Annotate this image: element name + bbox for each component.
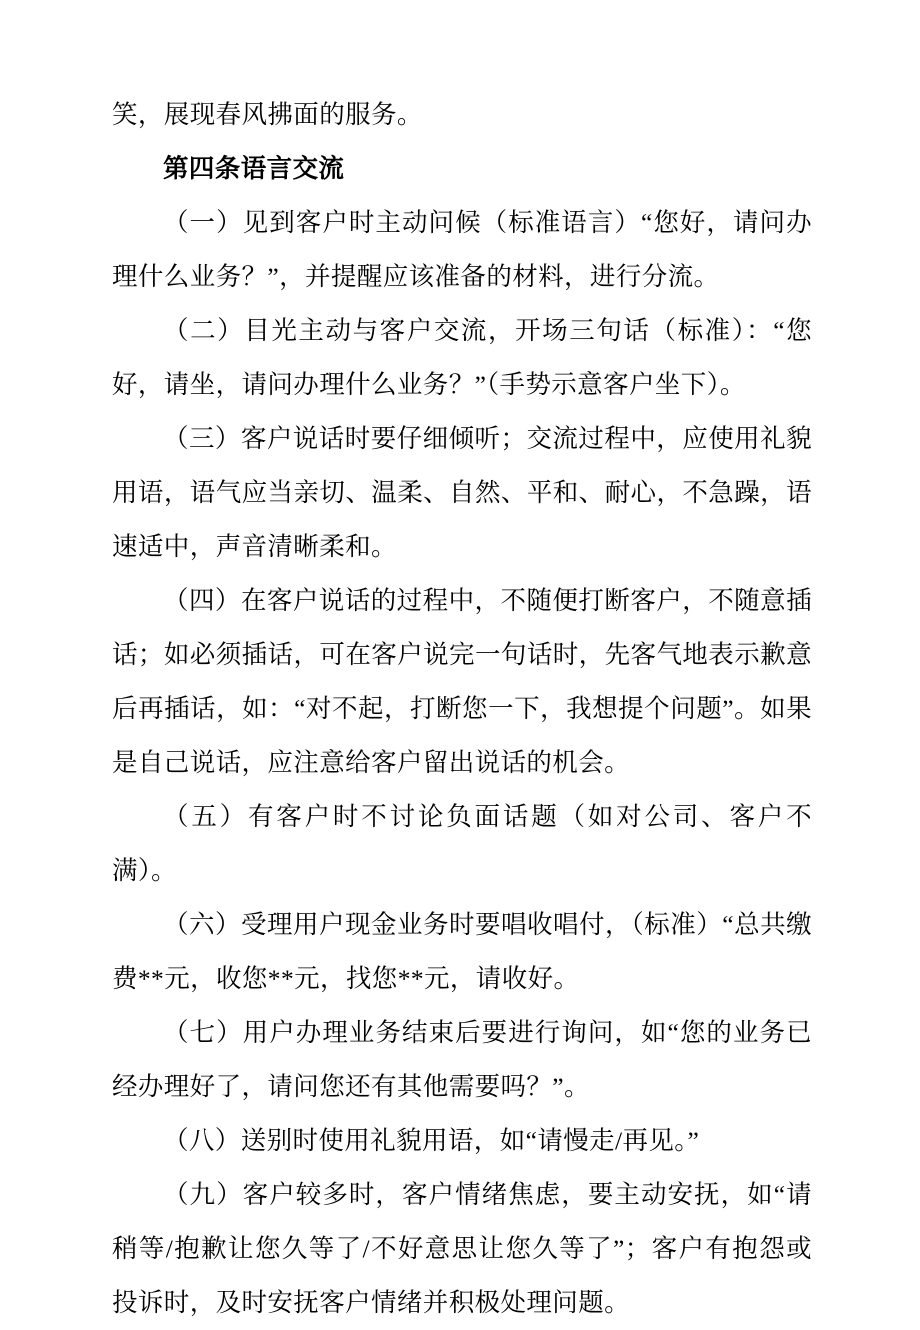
paragraph-item-4: （四）在客户说话的过程中，不随便打断客户，不随意插话；如必须插话，可在客户说完一句话时，先客气地表示歉意后再插话，如：“对不起，打断您一下，我想提个问题”。如果是自己说话，应注意给客户留出说话的机会。 [112,586,812,777]
paragraph-item-9: （九）客户较多时，客户情绪焦虑，要主动安抚，如“请稍等/抱歉让您久等了/不好意思让您久等了”；客户有抱怨或投诉时，及时安抚客户情绪并积极处理问题。 [112,1180,812,1317]
paragraph-item-3: （三）客户说话时要仔细倾听；交流过程中，应使用礼貌用语，语气应当亲切、温柔、自然、平和、耐心，不急躁，语速适中，声音清晰柔和。 [112,424,812,561]
paragraph-item-1: （一）见到客户时主动问候（标准语言）“您好，请问办理什么业务？”，并提醒应该准备的材料，进行分流。 [112,208,812,291]
paragraph-item-8: （八）送别时使用礼貌用语，如“请慢走/再见。” [163,1126,700,1155]
paragraph-item-6: （六）受理用户现金业务时要唱收唱付，（标准）“总共缴费**元，收您**元，找您**元，请收好。 [112,910,812,993]
document-body [112,88,812,1330]
paragraph-item-7: （七）用户办理业务结束后要进行询问，如“您的业务已经办理好了，请问您还有其他需要吗？”。 [112,1018,812,1101]
continued-paragraph: 笑，展现春风拂面的服务。 [112,100,423,129]
paragraph-item-2: （二）目光主动与客户交流，开场三句话（标准）：“您好，请坐，请问办理什么业务？”（手势示意客户坐下）。 [112,316,812,399]
paragraph-item-5: （五）有客户时不讨论负面话题（如对公司、客户不满）。 [112,802,812,885]
section-heading: 第四条语言交流 [163,154,345,183]
